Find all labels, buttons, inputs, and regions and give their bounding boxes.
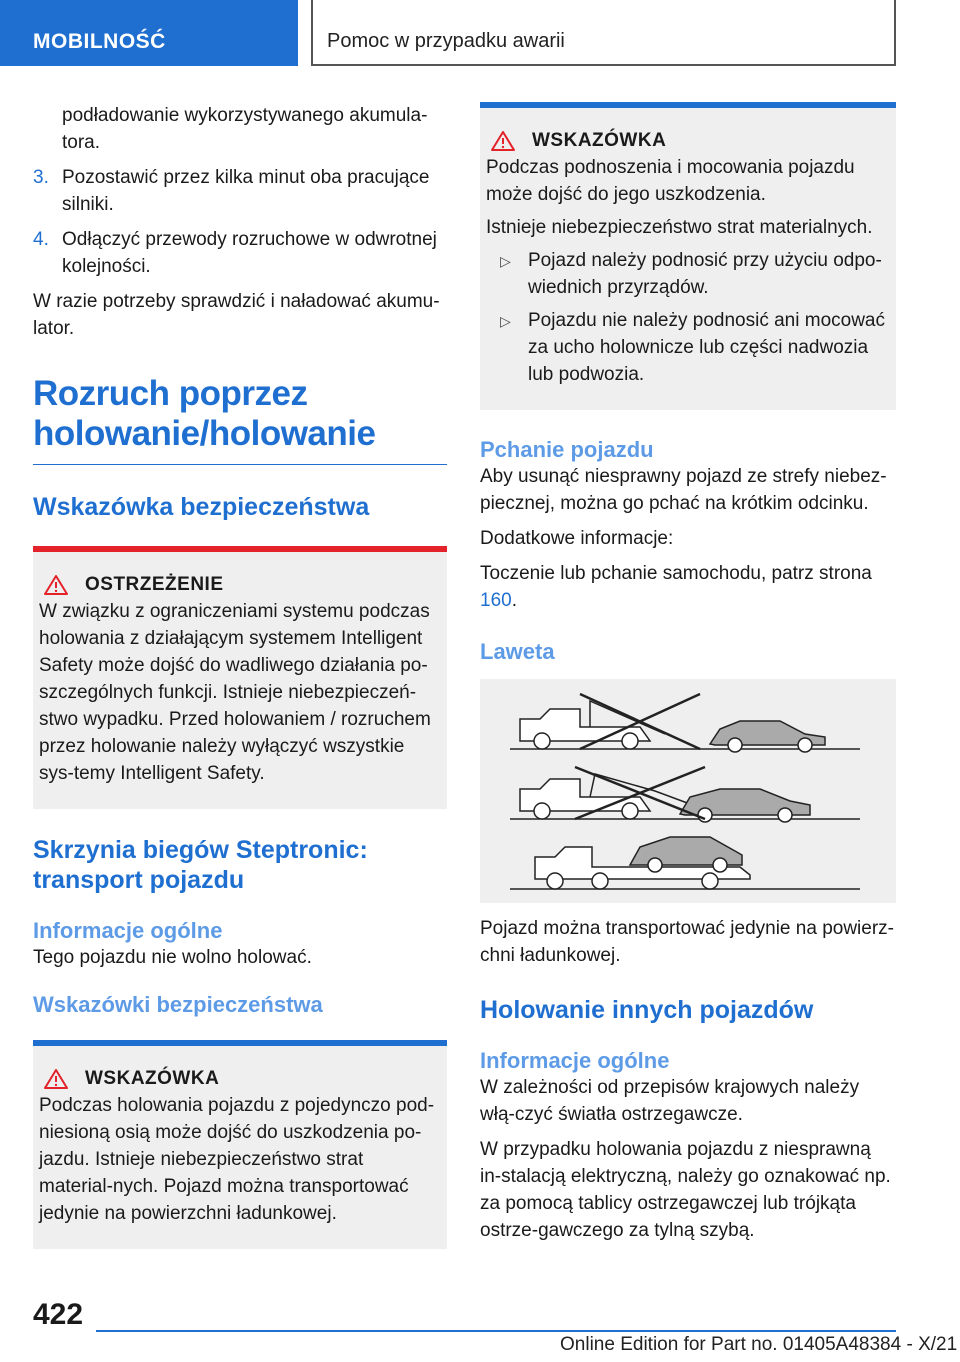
notice-title [486,130,888,152]
notice-box [33,1040,447,1249]
warning-title-text: OSTRZEŻENIE [85,574,224,595]
after-steps-text: W razie potrzeby sprawdzić i naładować akumu-lator. [33,291,440,339]
notice-title-text: WSKAZÓWKA [85,1068,220,1089]
bullet-triangle-icon: ▷ [500,313,511,329]
step-3 [33,164,447,218]
warning-triangle-icon [490,130,516,152]
continued-text: podładowanie wykorzystywanego akumula- tora. [62,105,428,153]
tow-truck-diagram [480,679,896,903]
bullet-triangle-icon: ▷ [500,253,511,269]
safety-heading: Wskazówka bezpieczeństwa [33,493,370,521]
section-tab: MOBILNOŚĆ [0,0,298,66]
see-also-label: Toczenie lub pchanie samochodu, patrz strona [480,563,872,584]
notice-title [39,1068,439,1090]
notice-title-text: WSKAZÓWKA [532,130,667,151]
push-text: Aby usunąć niesprawny pojazd ze strefy niebez-piecznej, można go pchać na krótkim odcinku. [480,466,887,514]
page-number: 422 [33,1298,84,1331]
general-info-text: Tego pojazdu nie wolno holować. [33,947,312,968]
see-also-end: . [511,590,517,611]
right-column [480,102,896,1244]
notice-text-2: Istnieje niebezpieczeństwo strat materialnych. [486,217,873,238]
page-link[interactable]: 160 [480,590,512,611]
chapter-title: Pomoc w przypadku awarii [311,0,896,66]
notice-text-1: Podczas podnoszenia i mocowania pojazdu może dojść do jego uszkodzenia. [486,157,855,205]
laweta-text: Pojazd można transportować jedynie na powierz-chni ładunkowej. [480,918,894,966]
left-column [33,96,447,1249]
edition-text: Online Edition for Part no. 01405A48384 - X/21 [560,1334,958,1355]
step-text: Pozostawić przez kilka minut oba pracujące silniki. [62,167,430,215]
see-also-text [480,560,896,614]
notice-bullet [486,247,888,301]
general-info-heading: Informacje ogólne [33,918,223,943]
main-heading: Rozruch poprzez holowanie/holowanie [33,374,376,453]
step-number: 4. [33,229,49,250]
other-text-2: W przypadku holowania pojazdu z niesprawną in-stalacją elektryczną, należy go oznakować np. za pomocą tablicy ostrzegawczej lub trójkąta ostrze-gawczego za tylną szybą. [480,1139,891,1241]
other-vehicles-heading: Holowanie innych pojazdów [480,996,814,1024]
main-heading-wrap [33,374,447,465]
more-info-label: Dodatkowe informacje: [480,528,674,549]
safety-tips-heading: Wskazówki bezpieczeństwa [33,992,323,1017]
notice-box [480,102,896,410]
step-4 [33,226,447,280]
footer-divider [96,1330,896,1332]
transport-illustration [480,679,896,903]
warning-triangle-icon [43,574,69,596]
warning-triangle-icon [43,1068,69,1090]
notice-text: Podczas holowania pojazdu z pojedynczo pod-niesioną osią może dojść do uszkodzenia po-jazdu. Istnieje niebezpieczeństwo strat material-nych. Pojazd można transportować jedynie na powierzchni ładunkowej. [39,1095,435,1224]
push-heading: Pchanie pojazdu [480,437,654,462]
warning-text: W związku z ograniczeniami systemu podczas holowania z działającym systemem Intelligent Safety może dojść do wadliwego działania po-szczególnych funkcji. Istnieje niebezpieczeń-stwo wypadku. Przed holowaniem / rozruchem przez holowanie należy wyłączyć wszystkie sys-temy Intelligent Safety. [39,601,431,784]
steptronic-heading: Skrzynia biegów Steptronic: transport pojazdu [33,836,368,894]
step-text: Odłączyć przewody rozruchowe w odwrotnej kolejności. [62,229,437,277]
other-text-1: W zależności od przepisów krajowych należy włą-czyć światła ostrzegawcze. [480,1077,860,1125]
warning-title [39,574,439,596]
laweta-heading: Laweta [480,639,555,664]
bullet-text: Pojazd należy podnosić przy użyciu odpo-wiednich przyrządów. [528,250,882,298]
bullet-text: Pojazdu nie należy podnosić ani mocować za ucho holownicze lub części nadwozia lub podwozia. [528,310,885,385]
notice-bullet [486,307,888,388]
step-number: 3. [33,167,49,188]
warning-box [33,546,447,809]
general-info-heading-right: Informacje ogólne [480,1048,670,1073]
